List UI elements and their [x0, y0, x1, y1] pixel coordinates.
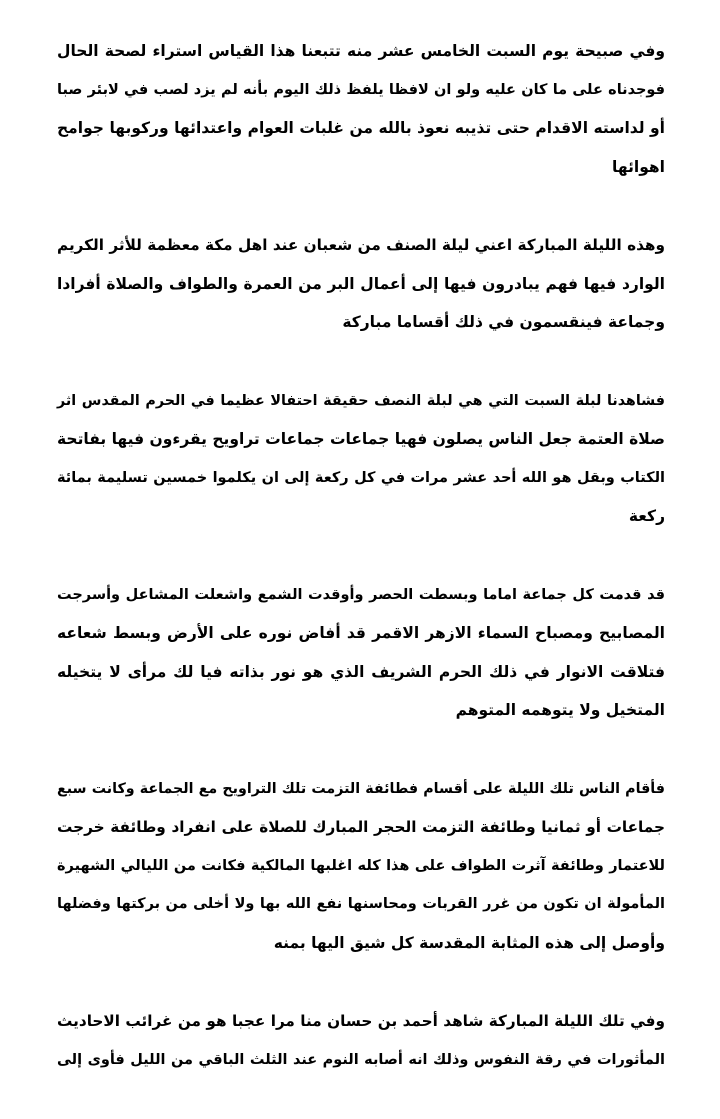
paragraph-4	[57, 576, 665, 730]
paragraph-5	[57, 770, 665, 963]
text-line: فأقام الناس تلك الليلة على أقسام فطائفة التزمت تلك التراويح مع الجماعة وكانت سبع	[57, 780, 665, 797]
text-line: فتلاقت الانوار في ذلك الحرم الشريف الذي هو نور بذاته فيا لك مرأى لا يتخيله	[57, 662, 665, 681]
text-line: المتخيل ولا يتوهمه المتوهم	[455, 701, 665, 719]
text-line: أو لداسته الاقدام حتى تذيبه نعوذ بالله من غلبات العوام واعتدائها وركوبها جوامح	[57, 119, 665, 137]
paragraph-3	[57, 382, 665, 536]
text-line: جماعات أو ثمانيا وطائفة التزمت الحجر المبارك للصلاة على انفراد وطائفة خرجت	[57, 818, 665, 836]
text-line: للاعتمار وطائفة آثرت الطواف على هذا كله اغلبها المالكية فكانت من الليالي الشهيرة	[57, 857, 665, 874]
text-line: قد قدمت كل جماعة اماما وبسطت الحصر وأوقدت الشمع واشعلت المشاعل وأسرجت	[57, 586, 665, 603]
text-line: الكتاب وبقل هو الله أحد عشر مرات في كل ركعة إلى ان يكلموا خمسين تسليمة بمائة	[57, 469, 665, 486]
text-line: وأوصل إلى هذه المثابة المقدسة كل شيق اليها بمنه	[273, 933, 665, 952]
text-line: وجماعة فينقسمون في ذلك أقساما مباركة	[342, 313, 665, 331]
text-line: فوجدناه على ما كان عليه ولو ان لافظا يلفظ ذلك اليوم بأنه لم يزد لصب في لابئر صبا	[57, 81, 665, 98]
paragraph-1	[57, 32, 665, 186]
paragraph-6	[57, 1002, 665, 1079]
text-line: وفي تلك الليلة المباركة شاهد أحمد بن حسان منا مرا عجبا هو من غرائب الاحاديث	[57, 1012, 665, 1030]
text-line: ركعة	[628, 507, 665, 525]
text-line: المأمولة ان تكون من غرر القربات ومحاسنها نفع الله بها ولا أخلى من بركتها وفضلها	[57, 896, 665, 912]
text-line: المصابيح ومصباح السماء الازهر الاقمر قد أفاض نوره على الأرض وبسط شعاعه	[57, 624, 665, 642]
paragraph-2	[57, 226, 665, 342]
document-page	[57, 32, 665, 1119]
text-line: فشاهدنا لبلة السبت التي هي لبلة النصف حقيقة احتفالا عظيما في الحرم المقدس اثر	[57, 392, 665, 409]
text-line: وفي صبيحة يوم السبت الخامس عشر منه تتبعنا هذا القياس استراء لصحة الحال	[57, 42, 665, 60]
text-line: وهذه الليلة المباركة اعني ليلة الصنف من شعبان عند اهل مكة معظمة للأثر الكريم	[57, 236, 665, 254]
text-line: الوارد فيها فهم يبادرون فيها إلى أعمال البر من العمرة والطواف والصلاة أفرادا	[57, 274, 665, 293]
text-line: المأثورات في رقة النفوس وذلك انه أصابه النوم عند الثلث الباقي من الليل فأوى إلى	[57, 1051, 665, 1068]
text-line: اهوائها	[612, 157, 665, 176]
text-line: صلاة العتمة جعل الناس يصلون فهيا جماعات جماعات تراويح يقرءون فيها بفاتحة	[57, 430, 665, 448]
